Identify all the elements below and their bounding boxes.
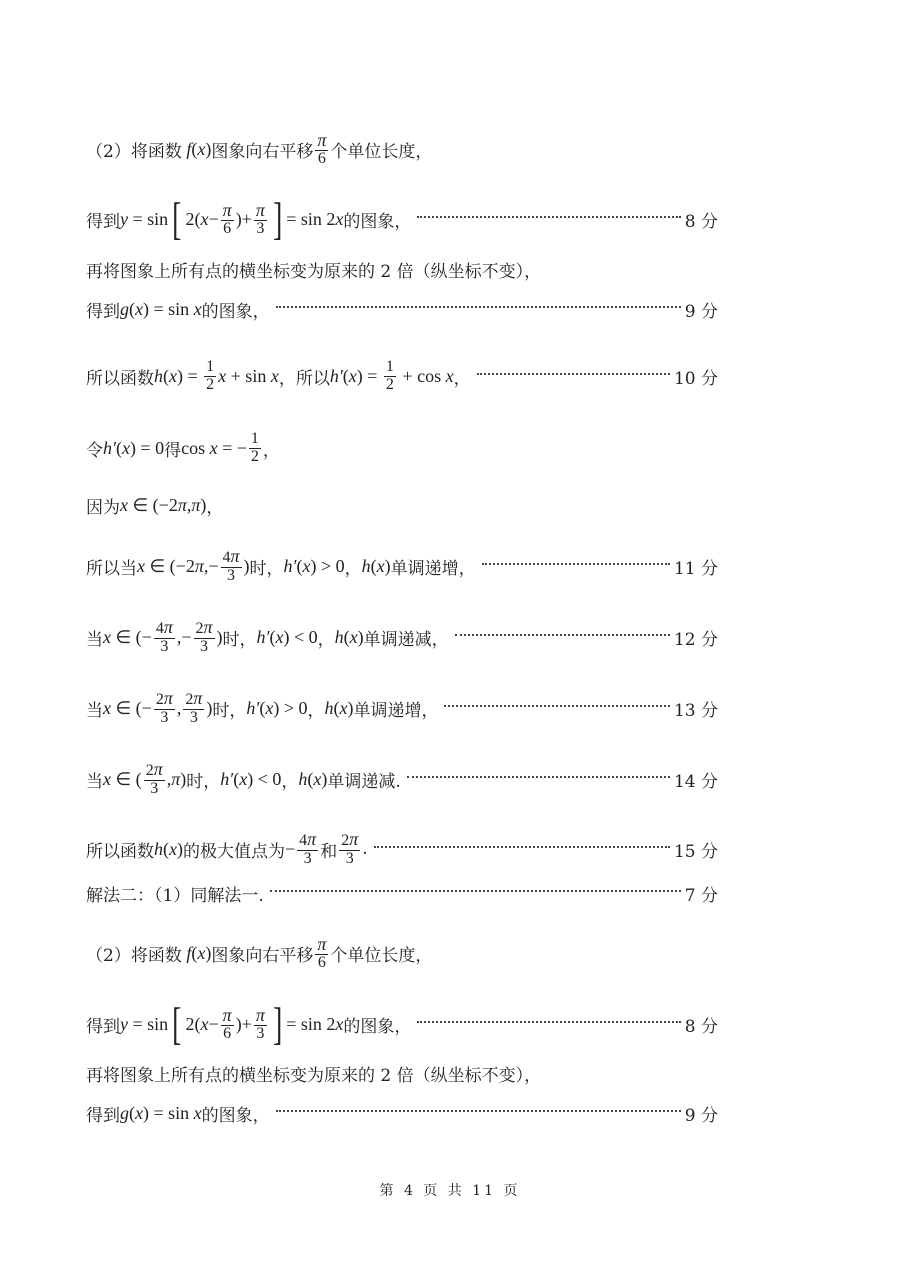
math-in: ∈ (− (111, 626, 152, 647)
math-eq: = sin 2 (286, 208, 336, 229)
math-x: x (335, 208, 344, 229)
text: 个单位长度， (330, 946, 433, 967)
text: 时， (249, 558, 284, 579)
math-x: x (103, 768, 111, 789)
math-comma: , (186, 495, 192, 515)
score: 8 分 (684, 1016, 718, 1037)
math-paren: ( (342, 366, 349, 387)
math-y: y (120, 1013, 128, 1034)
math-x: x (137, 555, 145, 576)
math-h: h (324, 697, 334, 718)
leader-dots (417, 215, 680, 218)
math-x: x (339, 697, 348, 718)
math-x: x (103, 697, 111, 718)
fraction-2pi-3: $\frac{2\pi}{3}$ (341, 829, 359, 868)
math-plus: )+ (235, 1013, 252, 1034)
math-x: x (197, 943, 206, 964)
fraction-4pi-3: $\frac{4\pi}{3}$ (299, 829, 317, 868)
score: 15 分 (673, 841, 718, 862)
fraction-4pi-3: $\frac{4\pi}{3}$ (222, 546, 240, 585)
math-x: x (135, 299, 143, 319)
text: 的图象， (201, 302, 270, 322)
fraction-4pi-3: $\frac{4\pi}{3}$ (155, 617, 173, 656)
math-paren: ) (205, 943, 212, 964)
score: 14 分 (673, 771, 718, 792)
math-2: 2( (185, 208, 201, 229)
math-minus: − (208, 208, 219, 229)
math-y: y (120, 208, 128, 229)
text: 得 (164, 441, 182, 462)
math-eq: = sin 2 (286, 1013, 336, 1034)
math-in: ∈ ( (111, 768, 142, 789)
math-h-prime: h′ (220, 768, 234, 789)
text: ， (453, 369, 471, 390)
line-10 (86, 667, 718, 727)
text: 时， (222, 629, 257, 650)
math-paren: ( (191, 943, 198, 964)
math-x: x (121, 438, 130, 459)
math-paren: ) (243, 555, 250, 576)
math-x: x (200, 1013, 209, 1034)
math-paren: ) (216, 626, 223, 647)
fraction-pi-6: $\frac{\pi}{6}$ (222, 1004, 232, 1042)
fraction-2pi-3: $\frac{2\pi}{3}$ (155, 688, 173, 727)
math-paren: ) (321, 768, 328, 789)
math-lt: ) < 0 (283, 626, 318, 647)
math-x: x (193, 1103, 202, 1123)
math-paren: ( (343, 626, 350, 647)
math-gt: ) > 0 (310, 555, 345, 576)
math-x: x (270, 366, 279, 387)
text: 当 (86, 700, 103, 721)
math-eq: ) = 0 (129, 438, 165, 459)
score: 12 分 (673, 629, 718, 650)
math-x: x (349, 626, 358, 647)
math-paren: ( (307, 768, 314, 789)
math-paren: ( (115, 438, 122, 459)
page-footer: 第 4 页 共 11 页 (379, 1183, 521, 1199)
fraction-pi-3: $\frac{\pi}{3}$ (255, 1004, 265, 1042)
math-x: x (275, 626, 284, 647)
text: 得到 (86, 1106, 120, 1126)
fraction-pi-3: $\frac{\pi}{3}$ (255, 199, 265, 237)
math-pi: π (177, 495, 187, 515)
leader-dots (417, 1020, 680, 1023)
math-paren: ( (129, 299, 135, 319)
fraction-pi-6: $\frac{\pi}{6}$ (317, 130, 327, 168)
math-eq: = sin (128, 1013, 169, 1034)
text: 因为 (86, 498, 120, 518)
text: 的图象， (343, 1016, 412, 1037)
math-paren: ) (205, 139, 212, 160)
math-in: ∈ (−2 (128, 495, 178, 515)
text: 单调递减， (363, 629, 449, 650)
math-paren: ( (296, 555, 303, 576)
math-x: x (103, 626, 111, 647)
math-h-prime: h′ (329, 366, 343, 387)
text: 得到 (86, 302, 120, 322)
math-h: h (298, 768, 308, 789)
math-x: x (197, 139, 206, 160)
line-14 (86, 912, 718, 972)
math-h-prime: h′ (246, 697, 260, 718)
math-minus: − (285, 838, 296, 859)
math-paren: ( (259, 697, 266, 718)
score: 10 分 (673, 369, 718, 390)
math-h: h (154, 838, 163, 859)
math-lt: ) < 0 (247, 768, 282, 789)
math-paren: ( (233, 768, 240, 789)
text: ， (281, 771, 299, 792)
math-paren: ( (333, 697, 340, 718)
text: 图象向右平移 (211, 142, 314, 163)
math-bracket: ] (272, 193, 283, 244)
math-paren: ( (370, 555, 377, 576)
leader-dots (276, 1109, 681, 1112)
fraction-1-2: $\frac{1}{2}$ (385, 358, 394, 394)
math-plus: + sin (226, 366, 271, 387)
text: 再将图象上所有点的横坐标变为原来的 2 倍（纵坐标不变）， (86, 1066, 542, 1086)
math-x: x (169, 366, 177, 387)
math-eq: = − (217, 438, 247, 459)
score: 8 分 (684, 211, 718, 232)
math-bracket: [ (172, 998, 182, 1049)
math-x: x (193, 299, 202, 319)
math-bracket: [ (172, 193, 182, 244)
text: 得到 (86, 211, 120, 232)
math-in: ∈ (−2 (145, 555, 195, 576)
math-pi: π (191, 495, 201, 515)
math-g: g (120, 299, 129, 319)
text: 和 (320, 841, 338, 862)
math-eq: ) = sin (143, 299, 194, 319)
math-paren: ) (177, 838, 183, 859)
line-9 (86, 596, 718, 656)
math-x: x (445, 366, 454, 387)
text: 所以当 (86, 558, 137, 579)
line-7 (86, 458, 718, 518)
text: 令 (86, 441, 103, 462)
line-5 (86, 334, 718, 394)
text: ， (317, 629, 335, 650)
math-x: x (135, 1103, 143, 1123)
text: 单调递减. (327, 771, 401, 792)
fraction-2pi-3: $\frac{2\pi}{3}$ (185, 688, 203, 727)
math-h: h (154, 366, 163, 387)
text: 的极大值点为 (183, 841, 285, 862)
math-h: h (361, 555, 371, 576)
line-8 (86, 525, 718, 585)
math-eq: = sin (128, 208, 169, 229)
math-h-prime: h′ (256, 626, 270, 647)
text: 得到 (86, 1016, 120, 1037)
leader-dots (477, 372, 670, 375)
text: 当 (86, 771, 103, 792)
text: 单调递增， (390, 558, 476, 579)
math-paren: ) (384, 555, 391, 576)
text: 的图象， (343, 211, 412, 232)
fraction-pi-6: $\frac{\pi}{6}$ (317, 934, 327, 972)
math-eq: ) = (356, 366, 382, 387)
math-paren: ) (180, 768, 187, 789)
math-eq: ) = sin (143, 1103, 194, 1123)
leader-dots (455, 633, 670, 636)
leader-dots (482, 562, 670, 565)
text: ， (262, 441, 280, 462)
math-paren: ( (129, 1103, 135, 1123)
leader-dots (444, 704, 669, 707)
text: ， (344, 558, 362, 579)
math-x: x (302, 555, 311, 576)
math-fx: f (181, 943, 192, 964)
math-x: x (218, 366, 227, 387)
math-in: ∈ (− (111, 697, 152, 718)
math-paren: ) (357, 626, 364, 647)
math-g: g (120, 1103, 129, 1123)
math-paren: ) (200, 495, 207, 515)
score: 9 分 (684, 1106, 718, 1126)
text: ， (307, 700, 325, 721)
line-11 (86, 738, 718, 798)
math-comma: ,− (176, 626, 192, 647)
score: 11 分 (673, 558, 718, 579)
text: ，所以 (278, 369, 330, 390)
score: 7 分 (684, 886, 718, 906)
math-paren: ( (163, 838, 169, 859)
text: 所以函数 (86, 369, 154, 390)
leader-dots (407, 775, 670, 778)
fraction-2pi-3: $\frac{2\pi}{3}$ (195, 617, 213, 656)
math-h-prime: h′ (283, 555, 297, 576)
text: ， (206, 498, 224, 518)
text: （2）将函数 (86, 142, 182, 163)
math-eq: ) = (177, 366, 203, 387)
math-paren: ( (269, 626, 276, 647)
math-pi: π (171, 768, 181, 789)
math-x: x (169, 838, 177, 859)
text: 解法二：（1）同解法一. (86, 886, 264, 906)
text: 所以函数 (86, 841, 154, 862)
math-x: x (265, 697, 274, 718)
fraction-2pi-3: $\frac{2\pi}{3}$ (145, 759, 163, 798)
text: 时， (186, 771, 221, 792)
math-plus: + cos (397, 366, 446, 387)
math-paren: ( (163, 366, 169, 387)
math-x: x (120, 495, 128, 515)
text: 时， (212, 700, 247, 721)
text: 的图象， (201, 1106, 270, 1126)
math-bracket: ] (272, 998, 283, 1049)
math-x: x (335, 1013, 344, 1034)
leader-dots (270, 889, 681, 892)
math-x: x (209, 438, 218, 459)
math-gt: ) > 0 (273, 697, 308, 718)
fraction-pi-6: $\frac{\pi}{6}$ (222, 199, 232, 237)
math-fx: f (181, 139, 192, 160)
math-plus: )+ (235, 208, 252, 229)
math-x: x (239, 768, 248, 789)
math-comma: ,− (203, 555, 219, 576)
math-x: x (348, 366, 357, 387)
math-paren: ( (191, 139, 198, 160)
line-6 (86, 406, 718, 466)
math-pi: π (194, 555, 204, 576)
text: 再将图象上所有点的横坐标变为原来的 2 倍（纵坐标不变）， (86, 262, 542, 282)
math-comma: , (176, 697, 182, 718)
math-h-prime: h′ (103, 438, 116, 459)
math-minus: − (208, 1013, 219, 1034)
math-paren: ) (347, 697, 354, 718)
text: 个单位长度， (330, 142, 433, 163)
fraction-1-2: $\frac{1}{2}$ (206, 358, 215, 394)
math-2: 2( (185, 1013, 201, 1034)
math-cos: cos (181, 438, 210, 459)
math-x: x (313, 768, 322, 789)
line-17 (86, 1066, 718, 1126)
text: （2）将函数 (86, 946, 182, 967)
text: 图象向右平移 (211, 946, 314, 967)
text: . (362, 839, 368, 860)
score: 13 分 (673, 700, 718, 721)
line-13 (86, 846, 718, 906)
math-comma: , (166, 768, 172, 789)
math-paren: ) (206, 697, 213, 718)
line-1 (86, 108, 718, 168)
math-x: x (200, 208, 209, 229)
line-4 (86, 262, 718, 322)
score: 9 分 (684, 302, 718, 322)
math-x: x (376, 555, 385, 576)
text: 单调递增， (353, 700, 439, 721)
leader-dots (276, 305, 681, 308)
math-h: h (334, 626, 344, 647)
text: 当 (86, 629, 103, 650)
fraction-1-2: $\frac{1}{2}$ (250, 430, 259, 466)
